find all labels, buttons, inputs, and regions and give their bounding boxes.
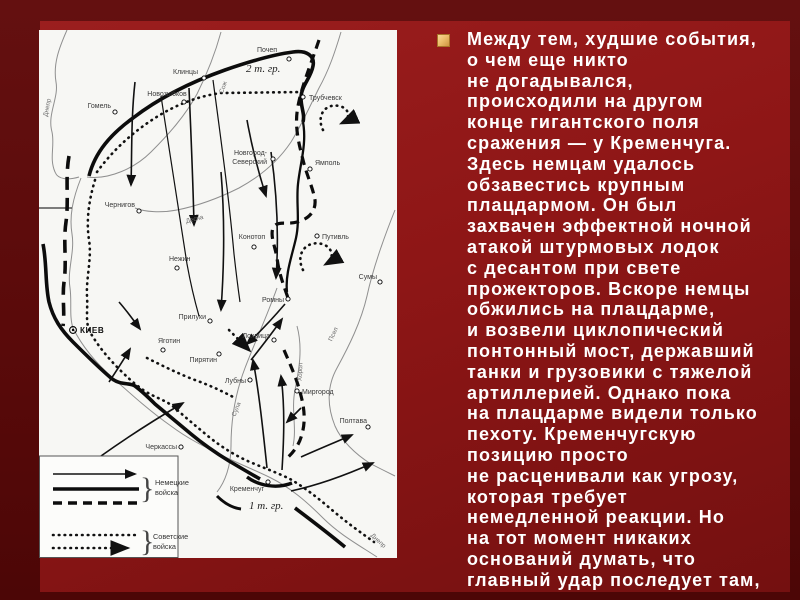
city-trubchevsk [301, 94, 343, 102]
arrow-konotop [247, 120, 266, 196]
svg-text:Черкассы: Черкассы [145, 444, 177, 451]
body-text-line: плацдармом. Он был [467, 195, 678, 216]
river-label-desna: Десна [185, 213, 205, 226]
body-text-line: оснований думать, что [467, 548, 696, 569]
svg-text:Трубчевск: Трубчевск [309, 95, 342, 102]
city-konotop [239, 234, 266, 249]
svg-text:Сумы: Сумы [358, 274, 377, 281]
dotted-curl-putivl [300, 243, 331, 270]
body-text-line: прожекторов. Вскоре немцы [467, 278, 751, 299]
river-label-sula: Сула [230, 401, 243, 418]
map-legend [40, 456, 189, 558]
svg-text:Полтава: Полтава [339, 418, 367, 425]
svg-text:Лохвица: Лохвица [242, 333, 270, 340]
river-label-sozh: Сож [218, 80, 229, 95]
label-panzer-group-1: 1 т. гр. [249, 500, 284, 512]
svg-text:Нежин: Нежин [169, 256, 191, 263]
legend-brace-soviet: } [140, 525, 155, 558]
body-text-line: артиллерией. Однако пока [467, 382, 732, 403]
body-text-line: пехоту. Кременчугскую [467, 424, 697, 445]
body-text-line: на тот момент никаких [467, 528, 692, 549]
body-text-line: Здесь немцам удалось [467, 153, 696, 174]
body-text-line: обжились на плацдарме, [467, 299, 716, 320]
svg-text:Новгород-: Новгород- [233, 150, 267, 157]
city-lubny [225, 377, 252, 385]
river-label-khorol: Хорол [296, 362, 305, 382]
river-label-dnepr-upper: Днепр [42, 98, 53, 118]
arrow-nezhin [189, 88, 194, 225]
svg-text:Чернигов: Чернигов [104, 202, 135, 209]
legend-german-label-1: Немецкие [155, 478, 189, 487]
svg-text:Лубны: Лубны [224, 378, 246, 385]
arrow-romny [271, 152, 277, 278]
city-piryatin [189, 352, 221, 364]
arrow-poltava [301, 435, 352, 457]
svg-text:Яготин: Яготин [158, 338, 181, 345]
city-cherkassy [145, 444, 183, 451]
legend-soviet-label-2: войска [153, 542, 176, 551]
arrow-kiev-se [119, 302, 140, 329]
svg-text:Прилуки: Прилуки [178, 314, 206, 321]
city-novgorod-seversky [232, 150, 275, 166]
svg-text:Почеп: Почеп [256, 47, 278, 54]
city-putivl [315, 234, 349, 241]
river-desna [135, 32, 341, 212]
arrow-bridgehead-nne [281, 376, 284, 470]
arrow-bridgehead-n [253, 360, 267, 468]
bullet-marker [437, 34, 450, 47]
city-chernigov [105, 202, 141, 213]
dotted-curl-north [321, 106, 349, 130]
river-label-dnepr-lower: Днепр [368, 532, 388, 550]
arrow-bridgehead-e [291, 463, 373, 491]
german-arrows [101, 80, 373, 491]
body-text-line: немедленной реакции. Но [467, 507, 725, 528]
map-svg [39, 30, 397, 558]
dashed-west [63, 156, 69, 326]
legend-brace-german: } [140, 472, 155, 505]
body-text-line: главный удар последует там, [467, 569, 761, 590]
body-text-line: с десантом при свете [467, 257, 682, 278]
legend-german-label-2: войска [155, 488, 178, 497]
body-text-line: Между тем, худшие события, [467, 29, 757, 49]
svg-text:Конотоп: Конотоп [238, 234, 266, 241]
svg-text:Пирятин: Пирятин [189, 357, 217, 364]
body-text-line: атакой штурмовых лодок [467, 236, 720, 257]
city-yampol [308, 160, 341, 171]
body-text-line: происходили на другом [467, 91, 704, 112]
arrow-priluki [221, 172, 224, 310]
svg-text:Ромны: Ромны [262, 297, 284, 304]
body-text-line: обзавестись крупным [467, 174, 686, 195]
legend-soviet-label-1: Советские [153, 532, 189, 541]
svg-text:Северский: Северский [232, 159, 267, 166]
body-text-line: о чем еще никто [467, 49, 629, 70]
svg-text:Ямполь: Ямполь [315, 160, 341, 167]
city-yagotin [158, 338, 180, 352]
body-text-line: конце гигантского поля [467, 112, 700, 133]
city-gomel [88, 103, 118, 114]
arrow-kiev-ne [109, 349, 130, 382]
body-text [467, 29, 790, 591]
front-kremenchug-west [217, 496, 241, 509]
body-text-line: не расценивали как угрозу, [467, 465, 739, 486]
dotted-north [97, 92, 301, 172]
svg-text:Гомель: Гомель [87, 103, 111, 110]
city-romny [262, 297, 290, 304]
city-poltava [340, 418, 371, 429]
body-text-line: сражения — у Кременчуга. [467, 132, 732, 153]
label-panzer-group-2: 2 т. гр. [246, 63, 281, 75]
body-text-line: и возвели циклопический [467, 320, 725, 341]
body-text-line: не догадывался, [467, 70, 634, 91]
svg-text:Новозыбков: Новозыбков [147, 91, 187, 98]
axis-line-east [213, 80, 240, 302]
body-text-line: захвачен эффектной ночной [467, 216, 752, 237]
dotted-pocket [147, 358, 235, 398]
svg-text:Клинцы: Клинцы [173, 69, 198, 76]
city-priluki [179, 314, 213, 323]
body-text-line: танки и грузовики с тяжелой [467, 361, 753, 382]
svg-text:Путивль: Путивль [322, 234, 349, 241]
river-dnepr-upper [51, 30, 79, 179]
body-text-line: на плацдарме видели только [467, 403, 758, 424]
svg-text:Кременчуг: Кременчуг [229, 486, 264, 493]
svg-text:КИЕВ: КИЕВ [80, 326, 105, 335]
river-psel [329, 210, 395, 476]
svg-text:Миргород: Миргород [302, 389, 334, 396]
body-text-line: которая требует [467, 486, 628, 507]
map-figure [39, 30, 397, 558]
river-label-psel: Псел [327, 326, 340, 343]
body-text-line: позицию просто [467, 444, 629, 465]
body-text-line: понтонный мост, державший [467, 340, 755, 361]
